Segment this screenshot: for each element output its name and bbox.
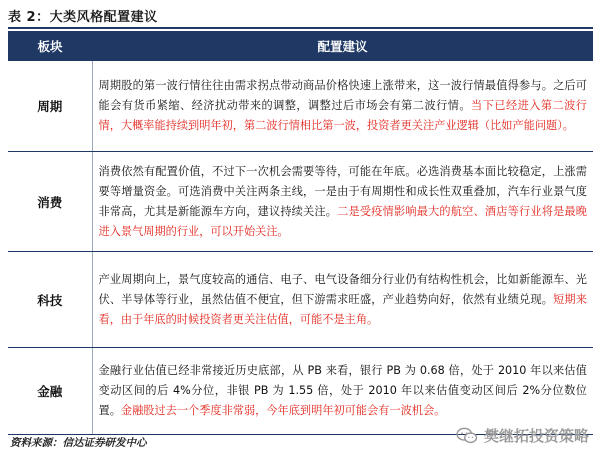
sector-cell-finance: 金融 xyxy=(8,348,92,435)
advice-text: 消费依然有配置价值，不过下一次机会需要等待，可能在年底。必选消费基本面比较稳定，上涨需要等增量资金。可选消费中关注两条主线，一是由于有周期性和成长性双重叠加，汽车行业景气度非常高，尤其是新能源车方向，建议持续关注。 xyxy=(98,164,587,218)
advice-highlight: 短期来看，由于年底的时候投资者更关注估值，可能不是主角。 xyxy=(98,292,587,326)
advice-cell xyxy=(92,252,593,348)
wechat-icon xyxy=(456,427,478,445)
table-row xyxy=(8,348,593,435)
source-note: 资料来源：信达证券研发中心 xyxy=(10,437,147,449)
allocation-table xyxy=(8,31,593,435)
advice-cell xyxy=(92,152,593,252)
sector-cell-tech: 科技 xyxy=(8,252,92,348)
watermark xyxy=(456,425,589,446)
title-rule xyxy=(8,27,593,29)
advice-text: 周期股的第一波行情往往由需求拐点带动商品价格快速上涨带来，这一波行情最值得参与。之后可能会有货币紧缩、经济扰动带来的调整，调整过后市场会有第二波行情。 xyxy=(98,79,587,112)
table-row xyxy=(8,61,593,152)
advice-highlight: 金融股过去一个季度非常弱，今年底到明年初可能会有一波机会。 xyxy=(120,404,446,417)
advice-text: 产业周期向上，景气度较高的通信、电子、电气设备细分行业仍有结构性机会，比如新能源车、光伏、半导体等行业，虽然估值不便宜，但下游需求旺盛，产业趋势向好，依然有业绩兑现。 xyxy=(98,272,587,306)
sector-cell-cycle: 周期 xyxy=(8,61,92,152)
advice-cell xyxy=(92,61,593,152)
table-header-row xyxy=(8,31,593,61)
header-sector: 板块 xyxy=(8,31,92,61)
sector-cell-consumer: 消费 xyxy=(8,152,92,252)
header-advice: 配置建议 xyxy=(92,31,593,61)
advice-highlight: 当下已经进入第二波行情，大概率能持续到明年初，第二波行情相比第一波，投资者更关注产业逻辑（比如产能问题）。 xyxy=(98,99,587,132)
table-row xyxy=(8,152,593,252)
table-row xyxy=(8,252,593,348)
advice-text: 金融行业估值已经非常接近历史底部，从 PB 来看，银行 PB 为 0.68 倍，处于 2010 年以来估值变动区间的后 4%分位，非银 PB 为 1.55 倍，处于 2010 年以来估值变动区间后 2%分位数位置。 xyxy=(98,364,587,417)
table-title: 表 2：大类风格配置建议 xyxy=(8,10,158,25)
watermark-text: 樊继拓投资策略 xyxy=(483,427,589,445)
advice-highlight: 二是受疫情影响最大的航空、酒店等行业将是最晚进入景气周期的行业，可以开始关注。 xyxy=(98,204,587,238)
advice-cell xyxy=(92,348,593,435)
